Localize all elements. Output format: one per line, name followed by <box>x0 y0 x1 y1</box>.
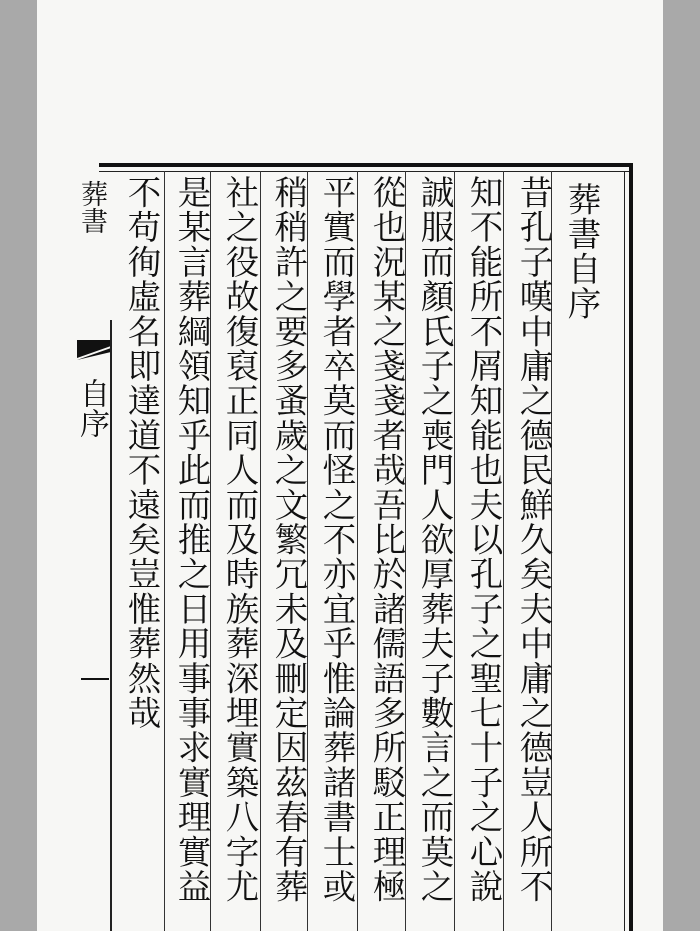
text-column-4: 從也況某之戔戔者哉吾比於諸儒語多所駁正理極 <box>367 175 406 904</box>
book-page <box>37 0 663 931</box>
fish-tail-mark <box>77 340 111 360</box>
gutter-line <box>110 320 112 931</box>
text-column-7: 社之役故復裒正同人而及時族葬深埋實築八字尤 <box>220 175 259 904</box>
text-column-1: 昔孔子嘆中庸之德民鮮久矣夫中庸之德豈人所不 <box>514 175 553 904</box>
frame-right-inner-border <box>624 171 625 931</box>
gutter-book-title: 葬書 <box>76 180 107 234</box>
column-rule <box>260 171 261 931</box>
column-rule <box>454 171 455 931</box>
frame-right-border <box>629 163 633 931</box>
document-title: 葬書自序 <box>562 182 601 321</box>
text-column-6: 稍稍許之要多蚤歲之文繁冗未及刪定因茲春有葬 <box>269 175 308 904</box>
text-column-3: 誠服而顏氏子之喪門人欲厚葬夫子數言之而莫之 <box>415 175 454 904</box>
frame-top-border <box>99 163 629 167</box>
page-number-mark <box>81 678 109 680</box>
text-column-8: 是某言葬綱領知乎此而推之日用事事求實理實益 <box>172 175 211 904</box>
frame-top-inner-border <box>99 171 629 172</box>
text-column-2: 知不能所不屑知能也夫以孔子之聖七十子之心說 <box>464 175 503 904</box>
gutter-section-title: 自序 <box>74 378 109 438</box>
column-rule <box>164 171 165 931</box>
text-column-9: 不苟徇虛名即達道不遠矣豈惟葬然哉 <box>122 175 161 731</box>
column-rule <box>503 171 504 931</box>
text-column-5: 平實而學者卒莫而怪之不亦宜乎惟論葬諸書士或 <box>317 175 356 904</box>
column-rule <box>357 171 358 931</box>
